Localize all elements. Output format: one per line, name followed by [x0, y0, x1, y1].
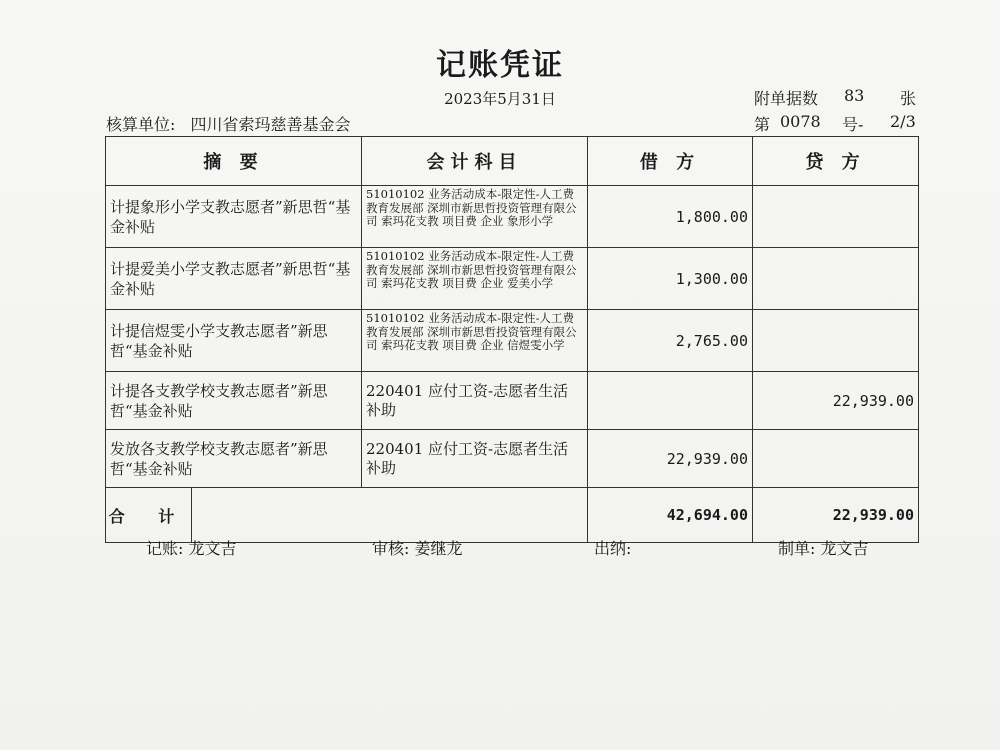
row-summary: 计提信煜雯小学支教志愿者”新思哲“基金补贴 — [106, 310, 362, 372]
voucher-suffix: 号- — [842, 115, 864, 134]
voucher-prefix: 第 — [754, 115, 771, 134]
footer-preparer: 制单: 龙文吉 — [778, 539, 869, 558]
row-credit — [753, 430, 919, 488]
table-row — [106, 310, 919, 372]
table-row — [106, 186, 919, 248]
row-summary: 发放各支教学校支教志愿者”新思哲“基金补贴 — [106, 430, 362, 488]
row-debit — [588, 372, 753, 430]
total-blank-cell — [192, 488, 588, 543]
voucher-number: 0078 — [780, 112, 821, 131]
total-credit: 22,939.00 — [753, 488, 919, 543]
table-row — [106, 430, 919, 488]
header-subject: 会计科目 — [362, 137, 588, 186]
row-subject: 51010102 业务活动成本-限定性-人工费 教育发展部 深圳市新思哲投资管理有限公司 索玛花支教 项目费 企业 爱美小学 — [362, 248, 588, 310]
row-credit — [753, 310, 919, 372]
voucher-date: 2023年5月31日 — [444, 90, 556, 108]
attachment-label: 附单据数 — [754, 89, 819, 108]
row-debit: 1,300.00 — [588, 248, 753, 310]
total-debit: 42,694.00 — [588, 488, 753, 543]
voucher-page: 2/3 — [890, 112, 916, 131]
row-summary: 计提各支教学校支教志愿者”新思哲“基金补贴 — [106, 372, 362, 430]
row-summary: 计提爱美小学支教志愿者”新思哲“基金补贴 — [106, 248, 362, 310]
row-debit: 22,939.00 — [588, 430, 753, 488]
footer-cashier: 出纳: — [594, 539, 632, 558]
footer-reviewer: 审核: 姜继龙 — [372, 539, 463, 558]
accounting-unit-label: 核算单位: — [106, 115, 176, 134]
total-label: 合 计 — [106, 488, 192, 543]
header-credit: 贷 方 — [753, 137, 919, 186]
row-credit — [753, 186, 919, 248]
row-credit: 22,939.00 — [753, 372, 919, 430]
row-summary: 计提象形小学支教志愿者”新思哲“基金补贴 — [106, 186, 362, 248]
row-subject: 220401 应付工资-志愿者生活补助 — [362, 372, 588, 430]
table-row — [106, 372, 919, 430]
row-subject: 51010102 业务活动成本-限定性-人工费 教育发展部 深圳市新思哲投资管理有限公司 索玛花支教 项目费 企业 象形小学 — [362, 186, 588, 248]
accounting-unit — [106, 112, 351, 135]
table-header-row — [106, 137, 919, 186]
voucher-title: 记账凭证 — [436, 48, 564, 83]
attachment-unit: 张 — [900, 89, 917, 108]
row-credit — [753, 248, 919, 310]
footer-bookkeeper: 记账: 龙文吉 — [146, 539, 237, 558]
row-subject: 220401 应付工资-志愿者生活补助 — [362, 430, 588, 488]
voucher-table — [105, 136, 919, 543]
row-debit: 1,800.00 — [588, 186, 753, 248]
attachment-count: 83 — [844, 86, 865, 105]
row-debit: 2,765.00 — [588, 310, 753, 372]
header-summary: 摘 要 — [106, 137, 362, 186]
row-subject: 51010102 业务活动成本-限定性-人工费 教育发展部 深圳市新思哲投资管理有限公司 索玛花支教 项目费 企业 信煜雯小学 — [362, 310, 588, 372]
header-debit: 借 方 — [588, 137, 753, 186]
table-row — [106, 248, 919, 310]
total-row — [106, 488, 919, 543]
accounting-unit-value: 四川省索玛慈善基金会 — [190, 115, 351, 134]
